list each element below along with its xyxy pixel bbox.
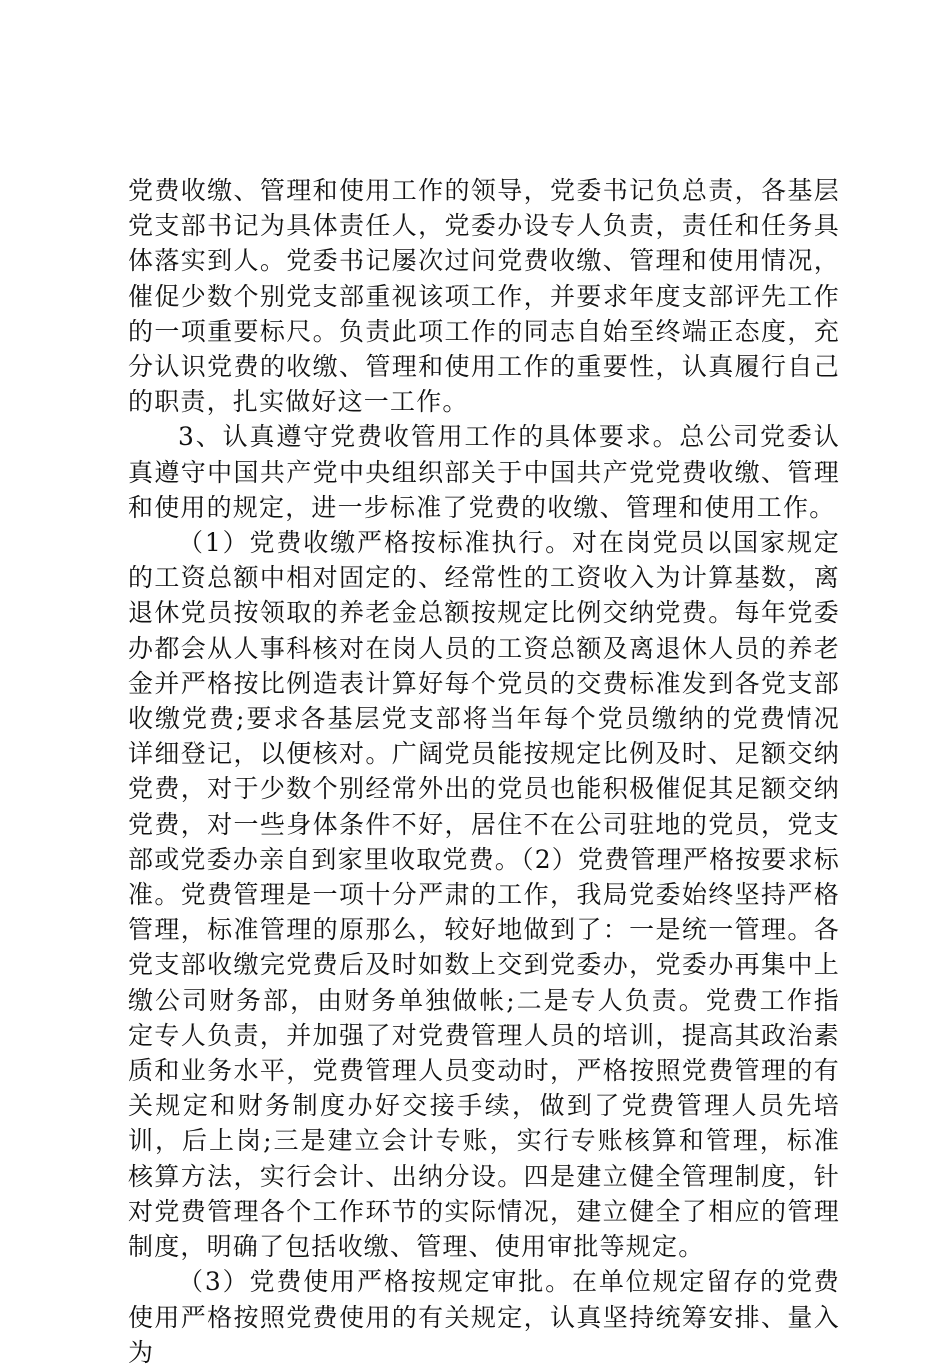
document-body: [128, 173, 840, 1370]
paragraph-requirements: 3、认真遵守党费收管用工作的具体要求。总公司党委认真遵守中国共产党中央组织部关于中国共产党党费收缴、管理和使用的规定，进一步标准了党费的收缴、管理和使用工作。: [128, 422, 840, 522]
paragraph-usage: （3）党费使用严格按规定审批。在单位规定留存的党费使用严格按照党费使用的有关规定，认真坚持统筹安排、量入为: [128, 1267, 840, 1367]
paragraph-leadership: 党费收缴、管理和使用工作的领导，党委书记负总责，各基层党支部书记为具体责任人，党委办设专人负责，责任和任务具体落实到人。党委书记屡次过问党费收缴、管理和使用情况，催促少数个别党支部重视该项工作，并要求年度支部评先工作的一项重要标尺。负责此项工作的同志自始至终端正态度，充分认识党费的收缴、管理和使用工作的重要性，认真履行自己的职责，扎实做好这一工作。: [128, 176, 840, 417]
paragraph-collection-management: （1）党费收缴严格按标准执行。对在岗党员以国家规定的工资总额中相对固定的、经常性的工资收入为计算基数，离退休党员按领取的养老金总额按规定比例交纳党费。每年党委办都会从人事科核对在岗人员的工资总额及离退休人员的养老金并严格按比例造表计算好每个党员的交费标准发到各党支部收缴党费;要求各基层党支部将当年每个党员缴纳的党费情况详细登记，以便核对。广阔党员能按规定比例及时、足额交纳党费，对于少数个别经常外出的党员也能积极催促其足额交纳党费，对一些身体条件不好，居住不在公司驻地的党员，党支部或党委办亲自到家里收取党费。（2）党费管理严格按要求标准。党费管理是一项十分严肃的工作，我局党委始终坚持严格管理，标准管理的原那么，较好地做到了：一是统一管理。各党支部收缴完党费后及时如数上交到党委办，党委办再集中上缴公司财务部，由财务单独做帐;二是专人负责。党费工作指定专人负责，并加强了对党费管理人员的培训，提高其政治素质和业务水平，党费管理人员变动时，严格按照党费管理的有关规定和财务制度办好交接手续，做到了党费管理人员先培训，后上岗;三是建立会计专账，实行专账核算和管理，标准核算方法，实行会计、出纳分设。四是建立健全管理制度，针对党费管理各个工作环节的实际情况，建立健全了相应的管理制度，明确了包括收缴、管理、使用审批等规定。: [128, 528, 841, 1262]
